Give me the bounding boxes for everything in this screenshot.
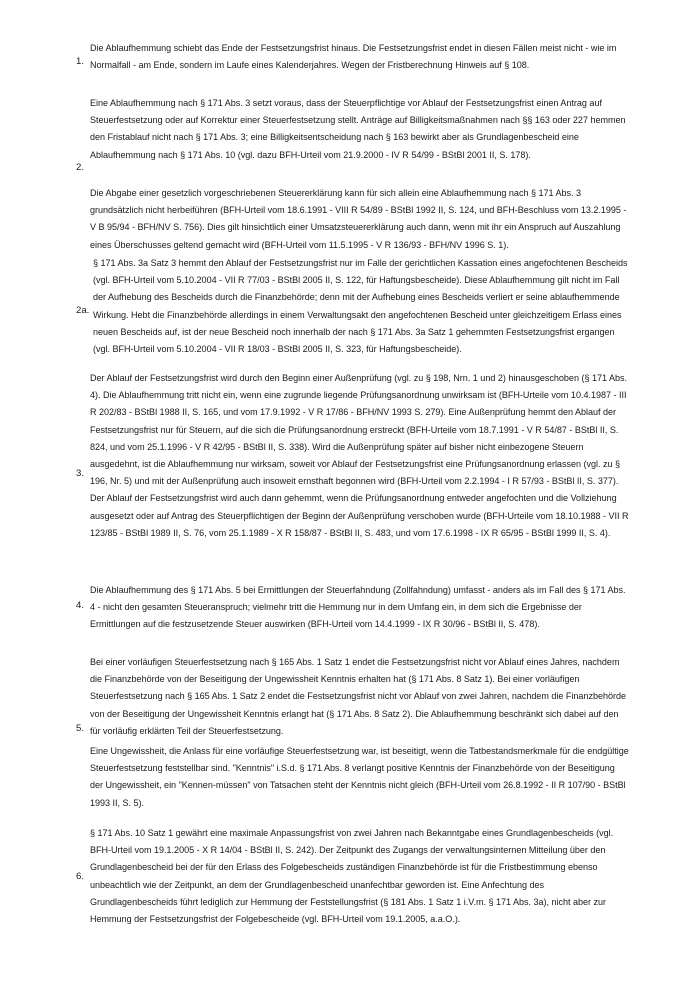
item-number: 2. xyxy=(76,162,85,173)
item-number: 4. xyxy=(76,600,85,611)
paragraph: Die Ablaufhemmung des § 171 Abs. 5 bei Ermittlungen der Steuerfahndung (Zollfahndung) umfasst - anders als im Fall des § 171 Abs. 4 - nicht den gesamten Steueranspruch; vielmehr tritt die Hemmung nur in dem Umfang ein, in dem sich die Ergebnisse der Ermittlungen auf die festzusetzende Steuer auswirken (BFH-Urteil vom 14.4.1999 - IX R 30/96 - BStBl II, S. 478). xyxy=(90,585,626,630)
paragraph: Die Abgabe einer gesetzlich vorgeschriebenen Steuererklärung kann für sich allein eine Ablaufhemmung nach § 171 Abs. 3 grundsätzlich nicht herbeiführen (BFH-Urteil vom 18.6.1991 - VIII R 54/89 - BStBl 1992 II, S. 124, und BFH-Beschluss vom 13.2.1995 - V B 95/94 - BFH/NV S. 756). Dies gilt hinsichtlich einer Umsatzsteuererklärung auch dann, wenn mit ihr ein Anspruch auf Auszahlung eines Überschusses geltend gemacht wird (BFH-Urteil vom 11.5.1995 - V R 136/93 - BFH/NV 1996 S. 1). xyxy=(90,188,627,250)
paragraph: Eine Ablaufhemmung nach § 171 Abs. 3 setzt voraus, dass der Steuerpflichtige vor Ablauf der Festsetzungsfrist einen Antrag auf Steuerfestsetzung oder auf Korrektur einer Steuerfestsetzung stellt. Anträge auf Billigkeitsmaßnahmen nach §§ 163 oder 227 hemmen den Fristablauf nicht nach § 171 Abs. 3; eine Billigkeitsentscheidung nach § 163 bewirkt aber als Grundlagenbescheid eine Ablaufhemmung nach § 171 Abs. 10 (vgl. dazu BFH-Urteil vom 21.9.2000 - IV R 54/99 - BStBl 2001 II, S. 178). xyxy=(90,98,626,160)
item-number: 3. xyxy=(76,468,85,479)
item-number: 6. xyxy=(76,871,85,882)
paragraph: Eine Ungewissheit, die Anlass für eine vorläufige Steuerfestsetzung war, ist beseitigt, wenn die Tatbestandsmerkmale für die endgültige Steuerfestsetzung feststellbar sind. "Kenntnis" i.S.d. § 171 Abs. 8 verlangt positive Kenntnis der Finanzbehörde von der Beseitigung der Ungewissheit, ein "Kennen-müssen" von Tatsachen steht der Kenntnis nicht gleich (BFH-Urteil vom 26.8.1992 - II R 107/90 - BStBl 1993 II, S. 5). xyxy=(90,746,629,808)
paragraph: Der Ablauf der Festsetzungsfrist wird durch den Beginn einer Außenprüfung (vgl. zu § 198, Nrn. 1 und 2) hinausgeschoben (§ 171 Abs. 4). Die Ablaufhemmung tritt nicht ein, wenn eine zugrunde liegende Prüfungsanordnung unwirksam ist (BFH-Urteile vom 10.4.1987 - III R 202/83 - BStBl 1988 II, S. 165, und vom 17.9.1992 - V R 17/86 - BFH/NV 1993 S. 279). Eine Außenprüfung hemmt den Ablauf der Festsetzungsfrist nur für Steuern, auf die sich die Prüfungsanordnung erstreckt (BFH-Urteile vom 18.7.1991 - V R 54/87 - BStBl II, S. 824, und vom 25.1.1996 - V R 42/95 - BStBl II, S. 338). Wird die Außenprüfung später auf bisher nicht einbezogene Steuern ausgedehnt, ist die Ablaufhemmung nur wirksam, soweit vor Ablauf der Festsetzungsfrist eine Prüfungsanordnung erlassen (vgl. zu § 196, Nr. 5) und mit der Außenprüfung auch insoweit ernsthaft begonnen wird (BFH-Urteil vom 2.2.1994 - I R 57/93 - BStBl II, S. 377). Der Ablauf der Festsetzungsfrist wird auch dann gehemmt, wenn die Prüfungsanordnung entweder angefochten und die Vollziehung ausgesetzt oder auf Antrag des Steuerpflichtigen der Beginn der Außenprüfung verschoben wurde (BFH-Urteile vom 18.10.1988 - VII R 123/85 - BStBl 1989 II, S. 76, vom 25.1.1989 - X R 158/87 - BStBl II, S. 483, und vom 17.6.1998 - IX R 65/95 - BStBl 1999 II, S. 4). xyxy=(90,373,629,538)
item-number: 2a. xyxy=(76,305,90,316)
paragraph: § 171 Abs. 10 Satz 1 gewährt eine maximale Anpassungsfrist von zwei Jahren nach Bekanntgabe eines Grundlagenbescheids (vgl. BFH-Urteil vom 19.1.2005 - X R 14/04 - BStBl II, S. 242). Der Zeitpunkt des Zugangs der verwaltungsinternen Mitteilung über den Grundlagenbescheid bei der für den Erlass des Folgebescheids zuständigen Finanzbehörde ist für die Fristbestimmung ebenso unbeachtlich wie der Zeitpunkt, an dem der Grundlagenbescheid unanfechtbar geworden ist. Eine Anfechtung des Grundlagenbescheids führt lediglich zur Hemmung der Feststellungsfrist (§ 181 Abs. 1 Satz 1 i.V.m. § 171 Abs. 3a), nicht aber zur Hemmung der Festsetzungsfrist der Folgebescheide (vgl. BFH-Urteil vom 19.1.2005, a.a.O.). xyxy=(90,828,614,925)
paragraph: Bei einer vorläufigen Steuerfestsetzung nach § 165 Abs. 1 Satz 1 endet die Festsetzungsfrist nicht vor Ablauf eines Jahres, nachdem die Finanzbehörde von der Beseitigung der Ungewissheit Kenntnis erhalten hat (§ 171 Abs. 8 Satz 1). Bei einer vorläufigen Steuerfestsetzung nach § 165 Abs. 1 Satz 2 endet die Festsetzungsfrist nicht vor Ablauf von zwei Jahren, nachdem die Finanzbehörde von der Beseitigung der Ungewissheit Kenntnis erlangt hat (§ 171 Abs. 8 Satz 2). Die Ablaufhemmung beschränkt sich dabei auf den für vorläufig erklärten Teil der Steuerfestsetzung. xyxy=(90,657,627,736)
paragraph: § 171 Abs. 3a Satz 3 hemmt den Ablauf der Festsetzungsfrist nur im Falle der gerichtlichen Kassation eines angefochtenen Bescheids (vgl. BFH-Urteil vom 5.10.2004 - VII R 77/03 - BStBl 2005 II, S. 122, für Haftungsbescheide). Diese Ablaufhemmung gilt nicht im Fall der Aufhebung des Bescheids durch die Finanzbehörde; denn mit der Aufhebung eines Bescheids verliert er seine ablaufhemmende Wirkung. Hebt die Finanzbehörde allerdings in einem Verwaltungsakt den angefochtenen Bescheid unter gleichzeitigem Erlass eines neuen Bescheids auf, ist der neue Bescheid noch innerhalb der nach § 171 Abs. 3a Satz 1 gehemmten Festsetzungsfrist ergangen (vgl. BFH-Urteil vom 5.10.2004 - VII R 18/03 - BStBl 2005 II, S. 323, für Haftungsbescheide). xyxy=(93,258,628,355)
item-number: 5. xyxy=(76,723,85,734)
paragraph: Die Ablaufhemmung schiebt das Ende der Festsetzungsfrist hinaus. Die Festsetzungsfrist endet in diesen Fällen meist nicht - wie im Normalfall - am Ende, sondern im Laufe eines Kalenderjahres. Wegen der Fristberechnung Hinweis auf § 108. xyxy=(90,43,617,71)
item-number: 1. xyxy=(76,56,85,67)
